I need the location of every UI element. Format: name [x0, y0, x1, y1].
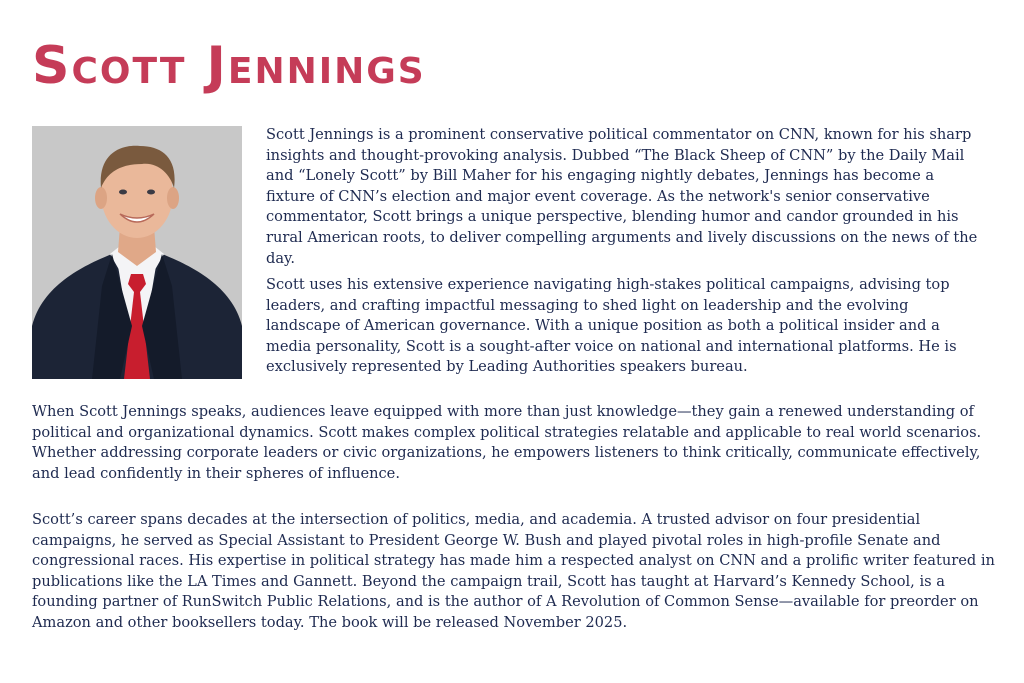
bio-paragraph-4: Scott’s career spans decades at the intersection of politics, media, and academia. A trusted advisor on four presidential campaigns, he served as Special Assistant to President George W. Bush and played pivotal roles in high-profile Senate and congressional races. His expertise in political strategy has made him a respected analyst on CNN and a prolific writer featured in publications like the LA Times and Gannett. Beyond the campaign trail, Scott has taught at Harvard’s Kennedy School, is a founding partner of RunSwitch Public Relations, and is the author of A Revolution of Common Sense—available for preorder on Amazon and other booksellers today. The book will be released November 2025. [32, 511, 995, 631]
bio-paragraph-3: When Scott Jennings speaks, audiences leave equipped with more than just knowledge—they gain a renewed understanding of political and organizational dynamics. Scott makes complex political strategies relatable and applicable to real world scenarios. Whether addressing corporate leaders or civic organizations, he empowers listeners to think critically, communicate effectively, and lead confidently in their spheres of influence. [32, 403, 982, 482]
person-portrait-icon [32, 126, 242, 379]
portrait-photo [32, 126, 242, 379]
bio-paragraph-2: Scott uses his extensive experience navigating high-stakes political campaigns, advising top leaders, and crafting impactful messaging to shed light on leadership and the evolving landscape of American governance. With a unique position as both a political insider and a media personality, Scott is a sought-after voice on national and international platforms. He is exclusively represented by Leading Authorities speakers bureau. [266, 276, 957, 376]
bio-paragraph-1: Scott Jennings is a prominent conservative political commentator on CNN, known for his sharp insights and thought-provoking analysis. Dubbed “The Black Sheep of CNN” by the Daily Mail and “Lonely Scott” by Bill Maher for his engaging nightly debates, Jennings has become a fixture of CNN’s election and major event coverage. As the network's senior conservative commentator, Scott brings a unique perspective, blending humor and candor grounded in his rural American roots, to deliver compelling arguments and lively discussions on the news of the day. [266, 126, 978, 267]
page-title: Scott Jennings [32, 36, 426, 96]
